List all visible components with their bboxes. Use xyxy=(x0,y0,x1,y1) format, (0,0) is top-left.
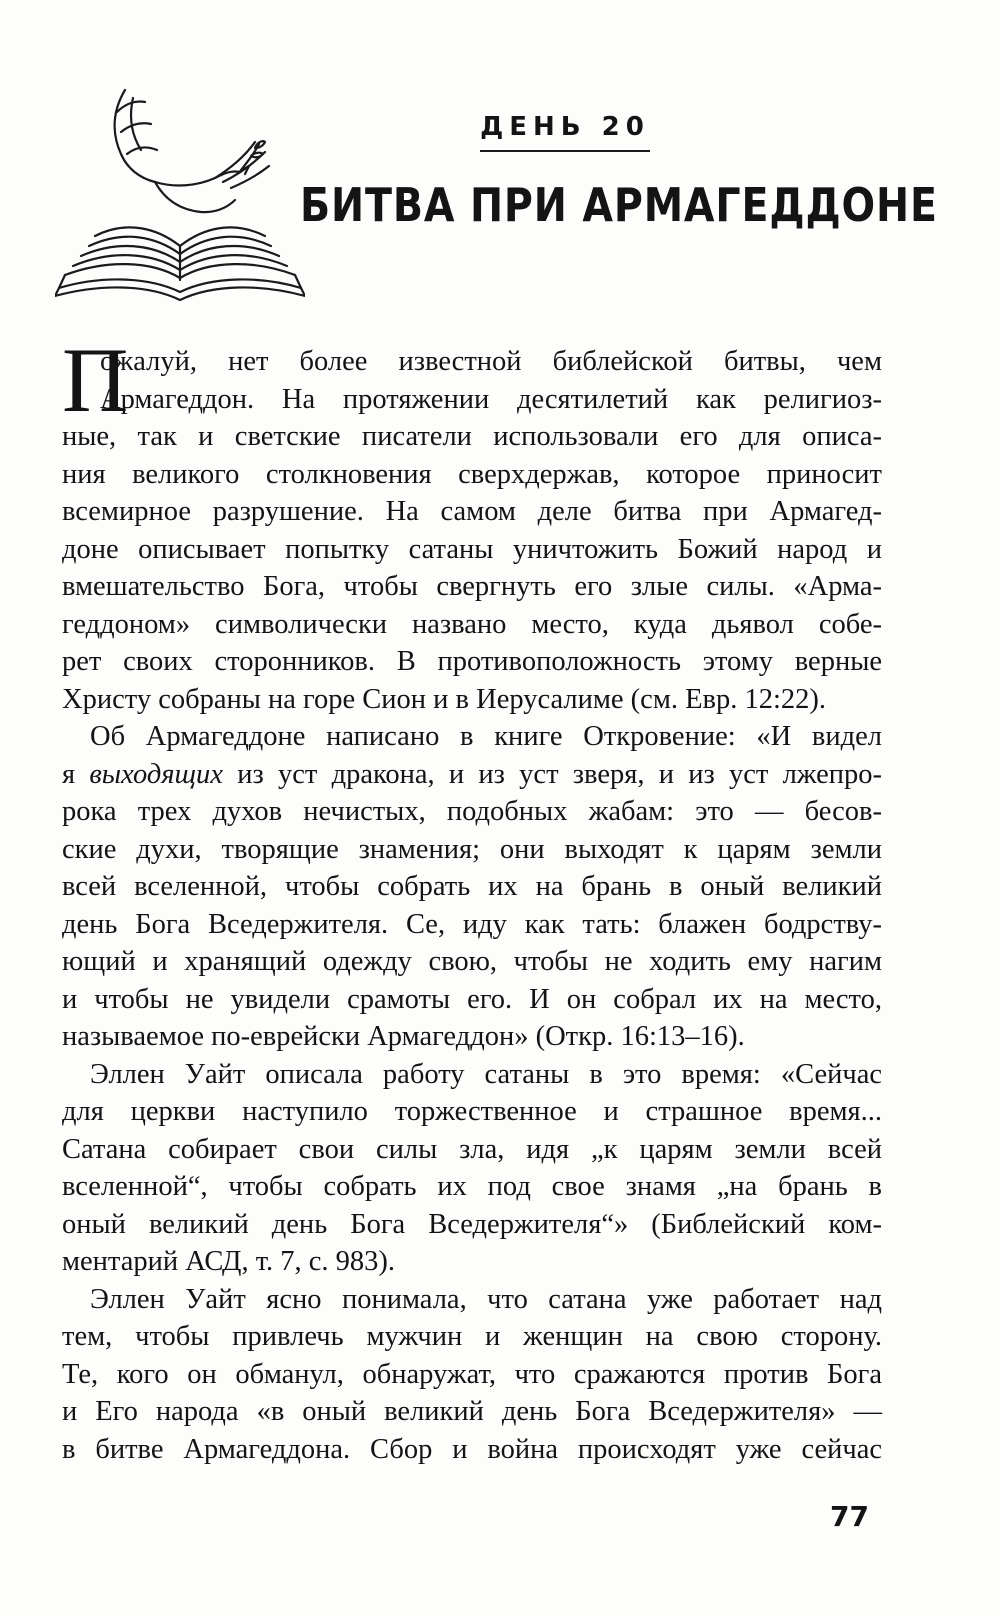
italic-word: выходящих xyxy=(89,758,223,790)
text-line: вселенной“, чтобы собрать их под свое знамя „на брань в xyxy=(62,1171,882,1202)
text-line: Эллен Уайт описала работу сатаны в это время: «Сейчас xyxy=(90,1058,882,1090)
text-line: геддоном» символически названо место, куда дьявол собе- xyxy=(62,608,882,640)
text-line: ющий и хранящий одежду свою, чтобы не ходить ему нагим xyxy=(62,946,882,977)
text-line: я выходящих из уст дракона, и из уст зверя, и из уст лжепро- xyxy=(62,758,883,790)
text-line: для церкви наступило торжественное и страшное время... xyxy=(62,1096,882,1127)
text-line: рока трех духов нечистых, подобных жабам: это — бесов- xyxy=(62,796,882,827)
text-line: и чтобы не увидели срамоты его. И он собрал их на место, xyxy=(62,983,882,1015)
text-line: Сатана собирает свои силы зла, идя „к царям земли всей xyxy=(62,1133,882,1165)
chapter-title: БИТВА ПРИ АРМАГЕДДОНЕ xyxy=(300,178,938,232)
text-line: ные, так и светские писатели использовали его для описа- xyxy=(62,421,882,452)
text-line: называемое по-еврейски Армагеддон» (Откр. 16:13–16). xyxy=(62,1021,745,1052)
text-line: оный великий день Бога Вседержителя“» (Библейский ком- xyxy=(62,1208,882,1240)
text-line: и Его народа «в оный великий день Бога Вседержителя» — xyxy=(62,1396,882,1427)
text-line: всемирное разрушение. На самом деле битва при Армагед- xyxy=(62,496,882,527)
text-line: в битве Армагеддона. Сбор и война происходят уже сейчас xyxy=(62,1433,882,1465)
text-line: рет своих сторонников. В противоположность этому верные xyxy=(62,646,882,677)
text-line: Христу собраны на горе Сион и в Иерусалиме (см. Евр. 12:22). xyxy=(62,683,827,715)
day-label-underline xyxy=(480,150,650,152)
text-line: Эллен Уайт ясно понимала, что сатана уже работает над xyxy=(90,1283,882,1315)
drop-cap: П xyxy=(62,329,129,431)
paragraph-1-line-1: П ожалуй, нет более известной библейской битвы, чем xyxy=(62,329,882,431)
text-line: всей вселенной, чтобы собрать их на брань в оный великий xyxy=(62,871,882,902)
text-line: ния великого столкновения сверхдержав, которое приносит xyxy=(62,458,882,490)
page-number: 77 xyxy=(830,1500,869,1533)
text-line: день Бога Вседержителя. Се, иду как тать: блажен бодрству- xyxy=(62,908,882,940)
text-line: Те, кого он обманул, обнаружат, что сражаются против Бога xyxy=(62,1358,882,1390)
text-line: ментарий АСД, т. 7, с. 983). xyxy=(62,1246,396,1277)
body-text xyxy=(62,329,883,1468)
text-line: вмешательство Бога, чтобы свергнуть его злые силы. «Арма- xyxy=(62,571,882,602)
day-label: ДЕНЬ 20 xyxy=(480,112,650,142)
text-line: доне описывает попытку сатаны уничтожить Божий народ и xyxy=(62,533,882,565)
text-line: ские духи, творящие знамения; они выходят к царям земли xyxy=(62,833,882,865)
text-line: Об Армагеддоне написано в книге Откровение: «И видел xyxy=(90,721,882,752)
text-line: Армагеддон. На протяжении десятилетий как религиоз- xyxy=(100,383,882,415)
text-line: тем, чтобы привлечь мужчин и женщин на свою сторону. xyxy=(62,1321,882,1352)
dove-over-open-book-icon xyxy=(55,70,305,310)
